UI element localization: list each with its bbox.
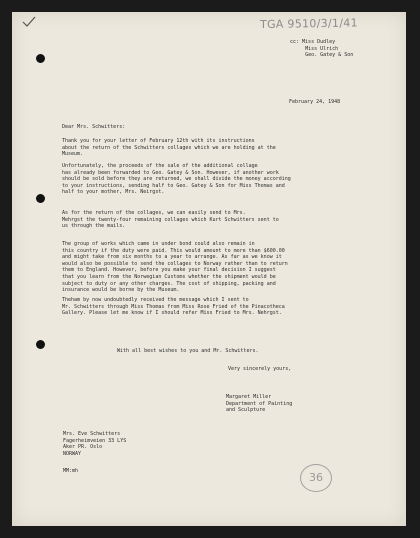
body-paragraph: Thank you for your letter of February 12th with its instructions about the return of the Schwitters collages which we are holding at the Museum. — [62, 138, 276, 158]
pencil-annotation: 36 — [300, 464, 332, 492]
punch-hole — [36, 54, 45, 63]
letter-page — [12, 12, 406, 526]
sign-off: Very sincerely yours, — [228, 366, 292, 372]
cc-line: Geo. Gatey & Son — [305, 52, 354, 59]
signature-line: Margaret Miller — [226, 394, 272, 400]
check-mark-icon — [22, 16, 36, 28]
salutation: Dear Mrs. Schwitters: — [62, 124, 126, 130]
address-line: Aker PR. Oslo — [63, 444, 103, 451]
body-paragraph: The group of works which came in under bond could also remain in this country if the duty were paid. This would amount to more than $600.00 and might take from six months to a year to arrange. As far as we know it would also be possible to send the collages to Norway rather than to return them to England. However, before you make your final decision I suggest that you learn from the Norwegian Customs whether the shipment would be subject to duty or any other charges. The cost of shipping, packing and insurance would be borne by the Museum. — [62, 241, 288, 294]
address-line: Mrs. Eve Schwitters — [63, 431, 121, 437]
cc-line: cc: Miss Dudley — [290, 39, 336, 45]
archive-reference: TGA 9510/3/1/41 — [259, 16, 358, 32]
signature-block — [226, 394, 292, 414]
typist-initials: MM:mh — [63, 468, 79, 474]
recipient-address — [63, 431, 126, 457]
body-paragraph: As for the return of the collages, we can easily send to Mrs. Mehrgst the twenty-four remaining collages which Kurt Schwitters sent to us through the mails. — [62, 210, 279, 230]
cc-line: Miss Ulrich — [305, 45, 339, 52]
punch-hole — [36, 194, 45, 203]
signature-line: and Sculpture — [226, 407, 266, 414]
body-paragraph: Unfortunately, the proceeds of the sale of the additional collage has already been forwarded to Geo. Gatey & Son. However, if another work should be sold before they are returned, we shall divide the money according to your instructions, sending half to Geo. Gatey & Son for Miss Thomas and half to your mother, Mrs. Neirgst. — [62, 163, 291, 196]
cc-block — [290, 39, 353, 59]
closing-line: With all best wishes to you and Mr. Schwitters. — [117, 348, 259, 354]
body-paragraph: Theham by now undoubtedly received the message which I sent to Mr. Schwitters through Miss Thomas from Miss Rose Fried of the Pinacotheca Gallery. Please let me know if I should refer Miss Fried to Mrs. Nehrgst. — [62, 297, 285, 317]
letter-date: February 24, 1948 — [289, 99, 341, 105]
address-line: NORWAY — [63, 450, 82, 457]
address-line: Fagerheimveien 33 LYS — [63, 437, 127, 444]
punch-hole — [36, 340, 45, 349]
signature-line: Department of Painting — [226, 400, 293, 407]
